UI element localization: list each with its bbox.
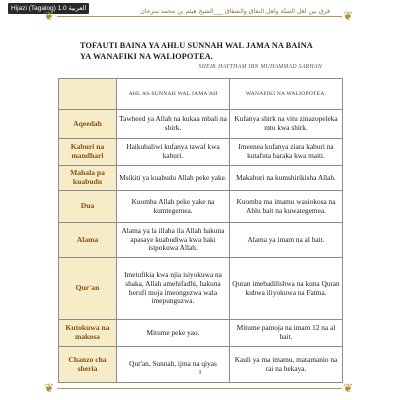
row-topic: Aqeedah — [59, 110, 117, 139]
app-tag: Hijazi (Tagalog) العربية 1.0 — [8, 3, 89, 14]
row-topic: Kaburi na mandhari — [59, 139, 117, 166]
header-rule — [57, 16, 342, 17]
table-header-corner — [59, 79, 117, 110]
row-others-cell: Mitume pamoja na imam 12 na al bait. — [230, 320, 343, 347]
row-sunnah-cell: Haikubaliwi kufanya tawaf kwa kaburi. — [117, 139, 230, 166]
table-row — [59, 258, 343, 320]
row-others-cell: Kufanya shirk na vitu zinazopeleka mtu kwa shirk. — [230, 110, 343, 139]
table-row — [59, 110, 343, 139]
row-sunnah-cell: Msikiti ya kuabudu Allah peke yake. — [117, 166, 230, 191]
document-author: SHEIK HAYTHAM IBN MUHAMMAD SARHAN — [198, 64, 322, 70]
table-row — [59, 347, 343, 383]
table-row — [59, 191, 343, 223]
row-others-cell: Makaburi na kumshirikisha Allah. — [230, 166, 343, 191]
table-row — [59, 139, 343, 166]
ornament-icon: ❦ — [44, 381, 55, 395]
row-sunnah-cell: Imetufikia kwa njia isiyokuwa na shaka, Allah amehifadhi, hakuna herufi moja imeongezwa wala imepunguzwa. — [117, 258, 230, 320]
row-sunnah-cell: Qur'an, Sunnah, ijma na qiyas — [117, 347, 230, 383]
row-others-cell: Kauli ya ma imamu, matamanio na rai na hekaya. — [230, 347, 343, 383]
comparison-table — [58, 78, 343, 383]
table-row — [59, 166, 343, 191]
ornament-icon: ❦ — [343, 9, 354, 23]
row-sunnah-cell: Kuomba Allah peke yake na kumtegemea. — [117, 191, 230, 223]
row-topic: Dua — [59, 191, 117, 223]
ornament-icon: ❦ — [44, 9, 55, 23]
row-topic: Kutokuwa na makosa — [59, 320, 117, 347]
row-others-cell: Imeenea kufanya ziara kaburi na kutafuta baraka kwa maiti. — [230, 139, 343, 166]
ornament-icon: ❦ — [343, 381, 354, 395]
table-row — [59, 223, 343, 258]
page-number: 1 — [198, 369, 202, 376]
header-arabic-title: فرق بين أهل السنّة وأهل النفاق والشقاق ___الشيخ هيثم بن محمد سرحان — [140, 8, 330, 15]
row-others-cell: Alama ya imam na al bait. — [230, 223, 343, 258]
row-topic: Qur'an — [59, 258, 117, 320]
row-topic: Chanzo cha sheria — [59, 347, 117, 383]
row-others-cell: Kuomba ma imamu wasiokosa na Ahlu bait na kuwategemea. — [230, 191, 343, 223]
table-header-sunnah: AHL AS-SUNNAH WAL JAMA'AH — [117, 79, 230, 110]
table-row — [59, 320, 343, 347]
row-sunnah-cell: Tawheed ya Allah na kukaa mbali na shirk. — [117, 110, 230, 139]
row-topic: Alama — [59, 223, 117, 258]
footer-rule — [57, 388, 342, 389]
row-topic: Mahala pa kuabudu — [59, 166, 117, 191]
table-header-row — [59, 79, 343, 110]
row-sunnah-cell: Mitume peke yao. — [117, 320, 230, 347]
row-sunnah-cell: Alama ya la illaha ila Allah hakuna apasaye kuabudiwa kwa haki isipokuwa Allah. — [117, 223, 230, 258]
document-title: TOFAUTI BAINA YA AHLU SUNNAH WAL JAMA NA BAINA YA WANAFIKI NA WALIOPOTEA. — [80, 41, 313, 61]
table-header-others: WANAFIKI NA WALIOPOTEA. — [230, 79, 343, 110]
row-others-cell: Quran imebadilishwa na kuna Quran kubwa iliyokuwa na Fatma. — [230, 258, 343, 320]
